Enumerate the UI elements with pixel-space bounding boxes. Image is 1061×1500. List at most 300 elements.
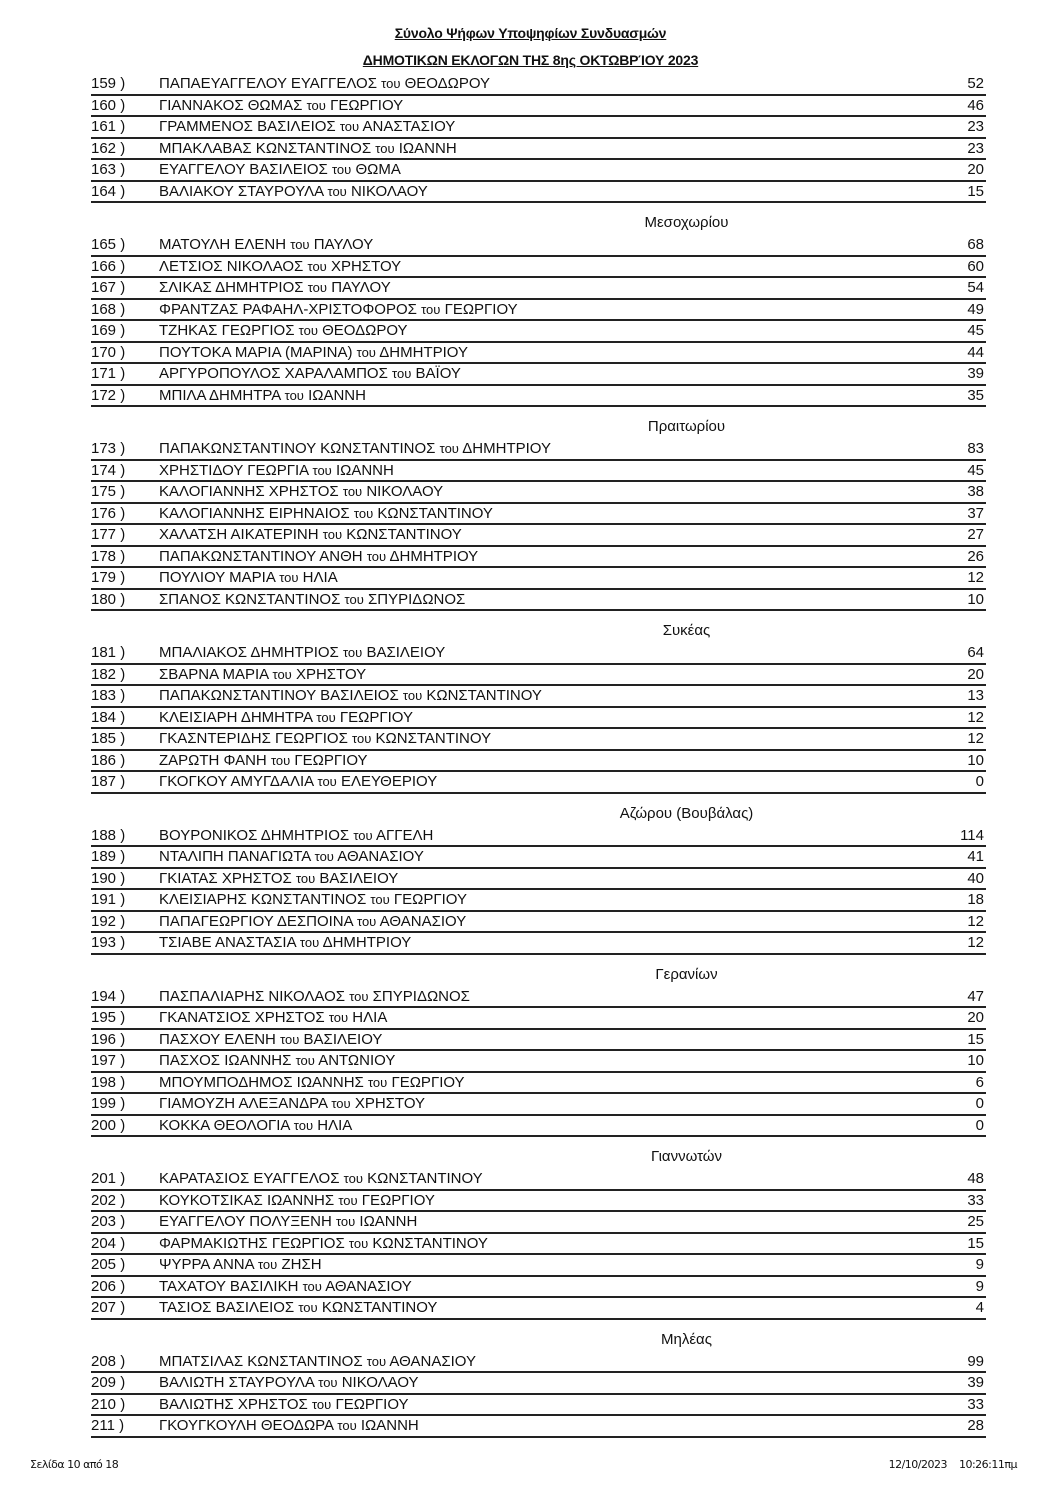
candidate-row bbox=[91, 847, 986, 869]
section-title: Αζώρου (Βουβάλας) bbox=[619, 804, 754, 822]
candidate-name: ΚΟΥΚΟΤΣΙΚΑΣ ΙΩΑΝΝΗΣ bbox=[159, 1191, 335, 1209]
father-name: ΔΗΜΗΤΡΙΟΥ bbox=[322, 934, 412, 951]
vote-count: 35 bbox=[967, 386, 984, 404]
candidate-full-name bbox=[159, 1008, 387, 1027]
candidate-number: 170 ) bbox=[91, 343, 126, 361]
candidate-name: ΠΑΠΑΚΩΝΣΤΑΝΤΙΝΟΥ ΚΩΝΣΤΑΝΤΙΝΟΣ bbox=[159, 440, 436, 457]
candidate-full-name bbox=[159, 1191, 435, 1210]
father-name: ΓΕΩΡΓΙΟΥ bbox=[335, 1395, 409, 1413]
vote-count: 28 bbox=[967, 1417, 984, 1434]
of-word: του bbox=[353, 505, 374, 521]
of-word: του bbox=[298, 323, 318, 338]
candidate-number: 211 ) bbox=[91, 1417, 125, 1434]
candidate-number: 199 ) bbox=[91, 1095, 126, 1112]
candidate-name: ΚΛΕΙΣΙΑΡΗΣ ΚΩΝΣΤΑΝΤΙΝΟΣ bbox=[159, 891, 367, 908]
candidate-name: ΓΙΑΜΟΥΖΗ ΑΛΕΞΑΝΔΡΑ bbox=[159, 1095, 328, 1112]
of-word: του bbox=[392, 366, 412, 381]
candidate-row bbox=[91, 1255, 986, 1277]
father-name: ΚΩΝΣΤΑΝΤΙΝΟΥ bbox=[321, 1299, 438, 1316]
candidate-row bbox=[91, 1051, 986, 1073]
candidate-number: 175 ) bbox=[91, 483, 126, 500]
vote-count: 25 bbox=[967, 1213, 984, 1230]
candidate-full-name bbox=[159, 364, 461, 383]
document-title: Σύνολο Ψήφων Υποψηφίων Συνδυασμών bbox=[394, 25, 667, 41]
candidate-full-name bbox=[159, 525, 462, 544]
vote-count: 27 bbox=[967, 526, 984, 543]
of-word: του bbox=[375, 140, 395, 156]
candidate-name: ΠΑΠΑΕΥΑΓΓΕΛΟΥ ΕΥΑΓΓΕΛΟΣ bbox=[159, 75, 377, 92]
candidate-number: 186 ) bbox=[91, 751, 126, 769]
candidate-row bbox=[91, 1277, 986, 1299]
candidate-row bbox=[91, 1073, 986, 1095]
section-title: Μηλέας bbox=[661, 1330, 712, 1348]
of-word: του bbox=[311, 1396, 332, 1412]
of-word: του bbox=[357, 913, 377, 929]
candidate-full-name bbox=[159, 643, 445, 662]
of-word: του bbox=[295, 870, 316, 886]
candidate-full-name bbox=[159, 1416, 419, 1435]
candidate-full-name bbox=[159, 1373, 419, 1392]
candidate-row bbox=[91, 439, 986, 461]
candidate-row bbox=[91, 1395, 986, 1417]
candidate-full-name bbox=[159, 1030, 382, 1049]
candidate-row bbox=[91, 139, 986, 161]
vote-count: 20 bbox=[967, 1009, 984, 1026]
vote-count: 49 bbox=[967, 300, 984, 318]
vote-count: 10 bbox=[967, 751, 984, 769]
candidate-row bbox=[91, 1234, 986, 1256]
of-word: του bbox=[317, 774, 337, 789]
candidate-row bbox=[91, 1298, 986, 1320]
vote-count: 39 bbox=[967, 365, 984, 382]
candidate-name: ΜΠΟΥΜΠΟΔΗΜΟΣ ΙΩΑΝΝΗΣ bbox=[159, 1073, 364, 1091]
father-name: ΚΩΝΣΤΑΝΤΙΝΟΥ bbox=[372, 1234, 488, 1252]
of-word: του bbox=[331, 162, 352, 177]
vote-count: 4 bbox=[975, 1299, 984, 1316]
of-word: του bbox=[307, 258, 327, 274]
section-title: Πραιτωρίου bbox=[647, 418, 726, 435]
of-word: του bbox=[316, 709, 336, 725]
section-title: Γιαννωτών bbox=[650, 1148, 723, 1165]
candidate-full-name bbox=[159, 1073, 465, 1092]
of-word: του bbox=[270, 752, 291, 768]
father-name: ΙΩΑΝΝΗ bbox=[360, 1417, 419, 1434]
candidate-row bbox=[91, 1008, 986, 1030]
candidate-row bbox=[91, 300, 986, 322]
candidate-name: ΛΕΤΣΙΟΣ ΝΙΚΟΛΑΟΣ bbox=[159, 257, 304, 275]
candidate-row bbox=[91, 160, 986, 182]
candidate-name: ΓΙΑΝΝΑΚΟΣ ΘΩΜΑΣ bbox=[159, 96, 303, 114]
candidate-full-name bbox=[159, 278, 391, 297]
candidate-number: 183 ) bbox=[91, 687, 126, 704]
candidate-name: ΠΑΣΧΟΥ ΕΛΕΝΗ bbox=[159, 1030, 276, 1048]
father-name: ΚΩΝΣΤΑΝΤΙΝΟΥ bbox=[426, 687, 542, 704]
candidate-number: 181 ) bbox=[91, 644, 126, 661]
candidate-full-name bbox=[159, 504, 493, 523]
candidate-full-name bbox=[159, 1212, 417, 1231]
of-word: του bbox=[272, 666, 292, 682]
candidate-row bbox=[91, 869, 986, 891]
candidate-row bbox=[91, 1030, 986, 1052]
father-name: ΒΑΣΙΛΕΙΟΥ bbox=[303, 1030, 383, 1048]
candidate-full-name bbox=[159, 933, 411, 952]
candidate-full-name bbox=[159, 547, 478, 566]
candidate-row bbox=[91, 665, 986, 687]
father-name: ΚΩΝΣΤΑΝΤΙΝΟΥ bbox=[367, 1170, 483, 1187]
father-name: ΓΕΩΡΓΙΟΥ bbox=[330, 96, 404, 114]
father-name: ΓΕΩΡΓΙΟΥ bbox=[444, 300, 518, 318]
candidate-row bbox=[91, 1169, 986, 1191]
candidate-row bbox=[91, 1094, 986, 1116]
candidate-full-name bbox=[159, 1352, 476, 1371]
candidate-full-name bbox=[159, 461, 394, 480]
vote-count: 15 bbox=[967, 1030, 984, 1048]
candidate-full-name bbox=[159, 826, 433, 845]
candidate-full-name bbox=[159, 343, 468, 362]
candidate-name: ΠΑΣΧΟΣ ΙΩΑΝΝΗΣ bbox=[159, 1052, 292, 1069]
father-name: ΙΩΑΝΝΗ bbox=[359, 1213, 418, 1230]
candidate-row bbox=[91, 482, 986, 504]
candidate-number: 208 ) bbox=[91, 1352, 126, 1370]
father-name: ΑΘΑΝΑΣΙΟΥ bbox=[379, 912, 467, 930]
of-word: του bbox=[344, 591, 364, 607]
of-word: του bbox=[328, 1010, 349, 1025]
vote-count: 33 bbox=[967, 1191, 984, 1209]
candidate-full-name bbox=[159, 686, 542, 705]
candidate-full-name bbox=[159, 482, 443, 501]
vote-count: 46 bbox=[967, 96, 984, 114]
father-name: ΑΝΤΩΝΙΟΥ bbox=[318, 1052, 396, 1069]
vote-count: 47 bbox=[967, 987, 984, 1005]
of-word: του bbox=[302, 1278, 322, 1294]
father-name: ΗΛΙΑ bbox=[352, 1009, 388, 1026]
father-name: ΣΠΥΡΙΔΩΝΟΣ bbox=[372, 987, 470, 1005]
candidate-number: 171 ) bbox=[91, 365, 126, 382]
candidate-row bbox=[91, 751, 986, 773]
of-word: του bbox=[352, 731, 372, 746]
father-name: ΚΩΝΣΤΑΝΤΙΝΟΥ bbox=[377, 504, 493, 522]
of-word: του bbox=[290, 237, 310, 252]
candidate-name: ΣΛΙΚΑΣ ΔΗΜΗΤΡΙΟΣ bbox=[159, 279, 304, 296]
vote-count: 10 bbox=[967, 1052, 984, 1069]
vote-count: 48 bbox=[967, 1170, 984, 1187]
father-name: ΒΑΣΙΛΕΙΟΥ bbox=[366, 644, 446, 661]
candidate-number: 160 ) bbox=[91, 96, 126, 114]
of-word: του bbox=[314, 849, 334, 864]
vote-count: 37 bbox=[967, 504, 984, 522]
candidate-full-name bbox=[159, 300, 518, 319]
vote-count: 83 bbox=[967, 440, 984, 457]
candidate-number: 182 ) bbox=[91, 665, 126, 683]
candidate-full-name bbox=[159, 1277, 412, 1296]
candidate-name: ΤΑΣΙΟΣ ΒΑΣΙΛΕΙΟΣ bbox=[159, 1299, 295, 1316]
candidate-name: ΒΑΛΙΩΤΗΣ ΧΡΗΣΤΟΣ bbox=[159, 1395, 308, 1413]
candidate-name: ΓΚΙΑΤΑΣ ΧΡΗΣΤΟΣ bbox=[159, 869, 292, 887]
of-word: του bbox=[299, 935, 320, 950]
vote-count: 45 bbox=[967, 461, 984, 479]
of-word: του bbox=[307, 280, 328, 295]
candidate-name: ΦΡΑΝΤΖΑΣ ΡΑΦΑΗΛ-ΧΡΙΣΤΟΦΟΡΟΣ bbox=[159, 300, 417, 318]
candidate-number: 169 ) bbox=[91, 322, 126, 339]
candidate-name: ΚΑΛΟΓΙΑΝΝΗΣ ΧΡΗΣΤΟΣ bbox=[159, 483, 339, 500]
candidate-number: 205 ) bbox=[91, 1256, 126, 1273]
candidate-number: 164 ) bbox=[91, 182, 126, 200]
candidate-name: ΦΑΡΜΑΚΙΩΤΗΣ ΓΕΩΡΓΙΟΣ bbox=[159, 1234, 345, 1252]
candidate-row bbox=[91, 912, 986, 934]
of-word: του bbox=[295, 1053, 315, 1068]
candidate-name: ΧΑΛΑΤΣΗ ΑΙΚΑΤΕΡΙΝΗ bbox=[159, 526, 319, 543]
candidate-row bbox=[91, 1352, 986, 1374]
father-name: ΑΝΑΣΤΑΣΙΟΥ bbox=[362, 118, 456, 135]
candidate-full-name bbox=[159, 847, 424, 866]
candidate-full-name bbox=[159, 665, 366, 684]
father-name: ΘΕΟΔΩΡΟΥ bbox=[404, 75, 491, 92]
father-name: ΑΓΓΕΛΗ bbox=[375, 826, 434, 844]
of-word: του bbox=[353, 827, 373, 843]
vote-count: 33 bbox=[967, 1395, 984, 1413]
candidate-name: ΚΑΛΟΓΙΑΝΝΗΣ ΕΙΡΗΝΑΙΟΣ bbox=[159, 504, 350, 522]
candidate-row bbox=[91, 590, 986, 612]
candidate-row bbox=[91, 547, 986, 569]
candidate-full-name bbox=[159, 439, 551, 458]
father-name: ΠΑΥΛΟΥ bbox=[313, 236, 374, 253]
candidate-full-name bbox=[159, 139, 457, 158]
candidate-number: 167 ) bbox=[91, 279, 126, 296]
candidate-name: ΣΒΑΡΝΑ ΜΑΡΙΑ bbox=[159, 665, 269, 683]
candidate-row bbox=[91, 890, 986, 912]
candidate-number: 203 ) bbox=[91, 1213, 126, 1230]
vote-count: 44 bbox=[967, 343, 984, 361]
vote-count: 39 bbox=[967, 1374, 984, 1391]
section-header bbox=[91, 1137, 986, 1169]
father-name: ΝΙΚΟΛΑΟΥ bbox=[341, 1374, 419, 1391]
candidate-row bbox=[91, 1116, 986, 1138]
section-header bbox=[91, 1320, 986, 1352]
candidate-row bbox=[91, 1416, 986, 1438]
vote-count: 0 bbox=[975, 773, 984, 790]
candidate-name: ΚΟΚΚΑ ΘΕΟΛΟΓΙΑ bbox=[159, 1116, 290, 1134]
candidate-row bbox=[91, 182, 986, 204]
father-name: ΗΛΙΑ bbox=[317, 1116, 353, 1134]
candidate-number: 161 ) bbox=[91, 118, 126, 135]
candidate-number: 177 ) bbox=[91, 526, 126, 543]
candidate-number: 180 ) bbox=[91, 590, 126, 608]
vote-count: 10 bbox=[967, 590, 984, 608]
of-word: του bbox=[337, 1418, 357, 1433]
of-word: του bbox=[279, 570, 299, 585]
father-name: ΙΩΑΝΝΗ bbox=[335, 461, 394, 479]
candidate-number: 166 ) bbox=[91, 257, 126, 275]
vote-count: 23 bbox=[967, 118, 984, 135]
candidate-row bbox=[91, 504, 986, 526]
candidate-number: 165 ) bbox=[91, 236, 126, 253]
candidate-row bbox=[91, 987, 986, 1009]
candidate-name: ΒΑΛΙΑΚΟΥ ΣΤΑΥΡΟΥΛΑ bbox=[159, 182, 324, 200]
candidate-full-name bbox=[159, 751, 368, 770]
candidate-row bbox=[91, 826, 986, 848]
father-name: ΑΘΑΝΑΣΙΟΥ bbox=[325, 1277, 412, 1295]
candidate-number: 198 ) bbox=[91, 1073, 126, 1091]
candidate-name: ΠΑΠΑΓΕΩΡΓΙΟΥ ΔΕΣΠΟΙΝΑ bbox=[159, 912, 353, 930]
candidate-full-name bbox=[159, 590, 465, 609]
candidate-number: 201 ) bbox=[91, 1170, 126, 1187]
candidate-full-name bbox=[159, 321, 408, 340]
father-name: ΧΡΗΣΤΟΥ bbox=[295, 665, 367, 683]
father-name: ΧΡΗΣΤΟΥ bbox=[354, 1095, 426, 1112]
candidate-name: ΧΡΗΣΤΙΔΟΥ ΓΕΩΡΓΙΑ bbox=[159, 461, 309, 479]
vote-count: 15 bbox=[967, 182, 984, 200]
father-name: ΧΡΗΣΤΟΥ bbox=[330, 257, 402, 275]
of-word: του bbox=[342, 645, 363, 660]
vote-count: 9 bbox=[975, 1256, 984, 1273]
of-word: του bbox=[284, 387, 304, 403]
candidate-full-name bbox=[159, 1094, 425, 1113]
of-word: του bbox=[381, 76, 401, 91]
candidate-number: 187 ) bbox=[91, 773, 126, 790]
candidate-number: 196 ) bbox=[91, 1030, 126, 1048]
section-header bbox=[91, 407, 986, 439]
candidate-number: 174 ) bbox=[91, 461, 126, 479]
candidate-row bbox=[91, 235, 986, 257]
of-word: του bbox=[366, 1353, 387, 1369]
vote-count: 0 bbox=[975, 1116, 984, 1134]
candidate-row bbox=[91, 1191, 986, 1213]
candidate-row bbox=[91, 708, 986, 730]
candidate-name: ΜΠΙΛΑ ΔΗΜΗΤΡΑ bbox=[159, 386, 281, 404]
of-word: του bbox=[257, 1257, 278, 1272]
candidate-name: ΓΚΑΝΑΤΣΙΟΣ ΧΡΗΣΤΟΣ bbox=[159, 1009, 325, 1026]
father-name: ΓΕΩΡΓΙΟΥ bbox=[393, 891, 467, 908]
candidate-number: 200 ) bbox=[91, 1116, 126, 1134]
candidate-full-name bbox=[159, 1255, 322, 1274]
candidate-number: 204 ) bbox=[91, 1234, 126, 1252]
candidate-full-name bbox=[159, 729, 491, 748]
candidate-name: ΕΥΑΓΓΕΛΟΥ ΠΟΛΥΞΕΝΗ bbox=[159, 1213, 332, 1230]
father-name: ΒΑΪΟΥ bbox=[415, 365, 461, 382]
father-name: ΑΘΑΝΑΣΙΟΥ bbox=[389, 1352, 476, 1370]
candidate-name: ΜΠΑΚΛΑΒΑΣ ΚΩΝΣΤΑΝΤΙΝΟΣ bbox=[159, 139, 372, 157]
section-header bbox=[91, 794, 986, 826]
candidate-number: 178 ) bbox=[91, 547, 126, 565]
candidate-number: 193 ) bbox=[91, 934, 126, 951]
father-name: ΔΗΜΗΤΡΙΟΥ bbox=[379, 343, 468, 361]
vote-count: 40 bbox=[967, 869, 984, 887]
candidate-number: 192 ) bbox=[91, 912, 126, 930]
candidate-number: 189 ) bbox=[91, 848, 126, 865]
of-word: του bbox=[335, 1214, 356, 1229]
candidate-row bbox=[91, 343, 986, 365]
candidate-name: ΣΠΑΝΟΣ ΚΩΝΣΤΑΝΤΙΝΟΣ bbox=[159, 590, 341, 608]
vote-count: 20 bbox=[967, 161, 984, 178]
candidate-row bbox=[91, 525, 986, 547]
candidate-name: ΤΖΗΚΑΣ ΓΕΩΡΓΙΟΣ bbox=[159, 322, 295, 339]
candidate-number: 191 ) bbox=[91, 891, 126, 908]
candidate-row bbox=[91, 278, 986, 300]
candidate-full-name bbox=[159, 182, 428, 201]
candidate-row bbox=[91, 568, 986, 590]
father-name: ΓΕΩΡΓΙΟΥ bbox=[339, 708, 413, 726]
candidate-row bbox=[91, 364, 986, 386]
vote-count: 68 bbox=[967, 236, 984, 253]
candidate-full-name bbox=[159, 235, 373, 254]
candidate-full-name bbox=[159, 869, 398, 888]
of-word: του bbox=[327, 183, 347, 199]
candidate-full-name bbox=[159, 568, 338, 587]
candidate-full-name bbox=[159, 1169, 483, 1188]
of-word: του bbox=[339, 119, 360, 134]
candidate-number: 185 ) bbox=[91, 730, 126, 747]
of-word: του bbox=[421, 301, 441, 317]
candidate-full-name bbox=[159, 1051, 395, 1070]
candidate-full-name bbox=[159, 386, 366, 405]
section-header bbox=[91, 203, 986, 235]
candidate-full-name bbox=[159, 890, 467, 909]
candidate-name: ΨΥΡΡΑ ΑΝΝΑ bbox=[159, 1256, 254, 1273]
candidate-row bbox=[91, 461, 986, 483]
candidate-name: ΕΥΑΓΓΕΛΟΥ ΒΑΣΙΛΕΙΟΣ bbox=[159, 161, 328, 178]
of-word: του bbox=[348, 1235, 369, 1251]
candidate-number: 194 ) bbox=[91, 987, 126, 1005]
candidate-full-name bbox=[159, 117, 455, 136]
of-word: του bbox=[318, 1375, 338, 1390]
candidate-full-name bbox=[159, 160, 401, 179]
candidate-row bbox=[91, 729, 986, 751]
candidate-row bbox=[91, 686, 986, 708]
vote-count: 12 bbox=[967, 934, 984, 951]
print-datetime: 12/10/2023 10:26:11πμ bbox=[888, 1458, 1017, 1471]
candidate-name: ΤΑΧΑΤΟΥ ΒΑΣΙΛΙΚΗ bbox=[159, 1277, 299, 1295]
candidate-name: ΓΚΟΓΚΟΥ ΑΜΥΓΔΑΛΙΑ bbox=[159, 773, 314, 790]
candidate-name: ΝΤΑΛΙΠΗ ΠΑΝΑΓΙΩΤΑ bbox=[159, 848, 311, 865]
father-name: ΓΕΩΡΓΙΟΥ bbox=[361, 1191, 435, 1209]
father-name: ΒΑΣΙΛΕΙΟΥ bbox=[319, 869, 399, 887]
candidate-number: 207 ) bbox=[91, 1299, 126, 1316]
candidate-name: ΠΑΠΑΚΩΝΣΤΑΝΤΙΝΟΥ ΒΑΣΙΛΕΙΟΣ bbox=[159, 687, 399, 704]
of-word: του bbox=[280, 1031, 300, 1047]
vote-count: 15 bbox=[967, 1234, 984, 1252]
of-word: του bbox=[342, 484, 363, 499]
candidate-full-name bbox=[159, 987, 470, 1006]
candidate-name: ΜΠΑΤΣΙΛΑΣ ΚΩΝΣΤΑΝΤΙΝΟΣ bbox=[159, 1352, 363, 1370]
of-word: του bbox=[338, 1192, 358, 1208]
candidate-name: ΑΡΓΥΡΟΠΟΥΛΟΣ ΧΑΡΑΛΑΜΠΟΣ bbox=[159, 365, 388, 382]
father-name: ΖΗΣΗ bbox=[281, 1256, 322, 1273]
candidate-number: 209 ) bbox=[91, 1374, 126, 1391]
candidate-name: ΠΑΠΑΚΩΝΣΤΑΝΤΙΝΟΥ ΑΝΘΗ bbox=[159, 547, 363, 565]
candidate-number: 172 ) bbox=[91, 386, 126, 404]
candidate-number: 173 ) bbox=[91, 440, 126, 457]
vote-count: 0 bbox=[975, 1095, 984, 1112]
vote-count: 52 bbox=[967, 75, 984, 92]
of-word: του bbox=[402, 688, 423, 703]
father-name: ΔΗΜΗΤΡΙΟΥ bbox=[389, 547, 479, 565]
candidate-full-name bbox=[159, 1234, 488, 1253]
vote-count: 114 bbox=[960, 826, 984, 844]
candidate-name: ΓΚΟΥΓΚΟΥΛΗ ΘΕΟΔΩΡΑ bbox=[159, 1417, 334, 1434]
of-word: του bbox=[312, 462, 332, 478]
candidate-name: ΒΑΛΙΩΤΗ ΣΤΑΥΡΟΥΛΑ bbox=[159, 1374, 315, 1391]
of-word: του bbox=[343, 1171, 363, 1186]
candidate-number: 168 ) bbox=[91, 300, 126, 318]
candidate-row bbox=[91, 96, 986, 118]
vote-count: 12 bbox=[967, 912, 984, 930]
candidate-full-name bbox=[159, 257, 401, 276]
of-word: του bbox=[439, 441, 459, 456]
candidate-number: 206 ) bbox=[91, 1277, 126, 1295]
father-name: ΘΕΟΔΩΡΟΥ bbox=[322, 322, 408, 339]
candidate-number: 184 ) bbox=[91, 708, 126, 726]
candidate-name: ΜΑΤΟΥΛΗ ΕΛΕΝΗ bbox=[159, 236, 287, 253]
